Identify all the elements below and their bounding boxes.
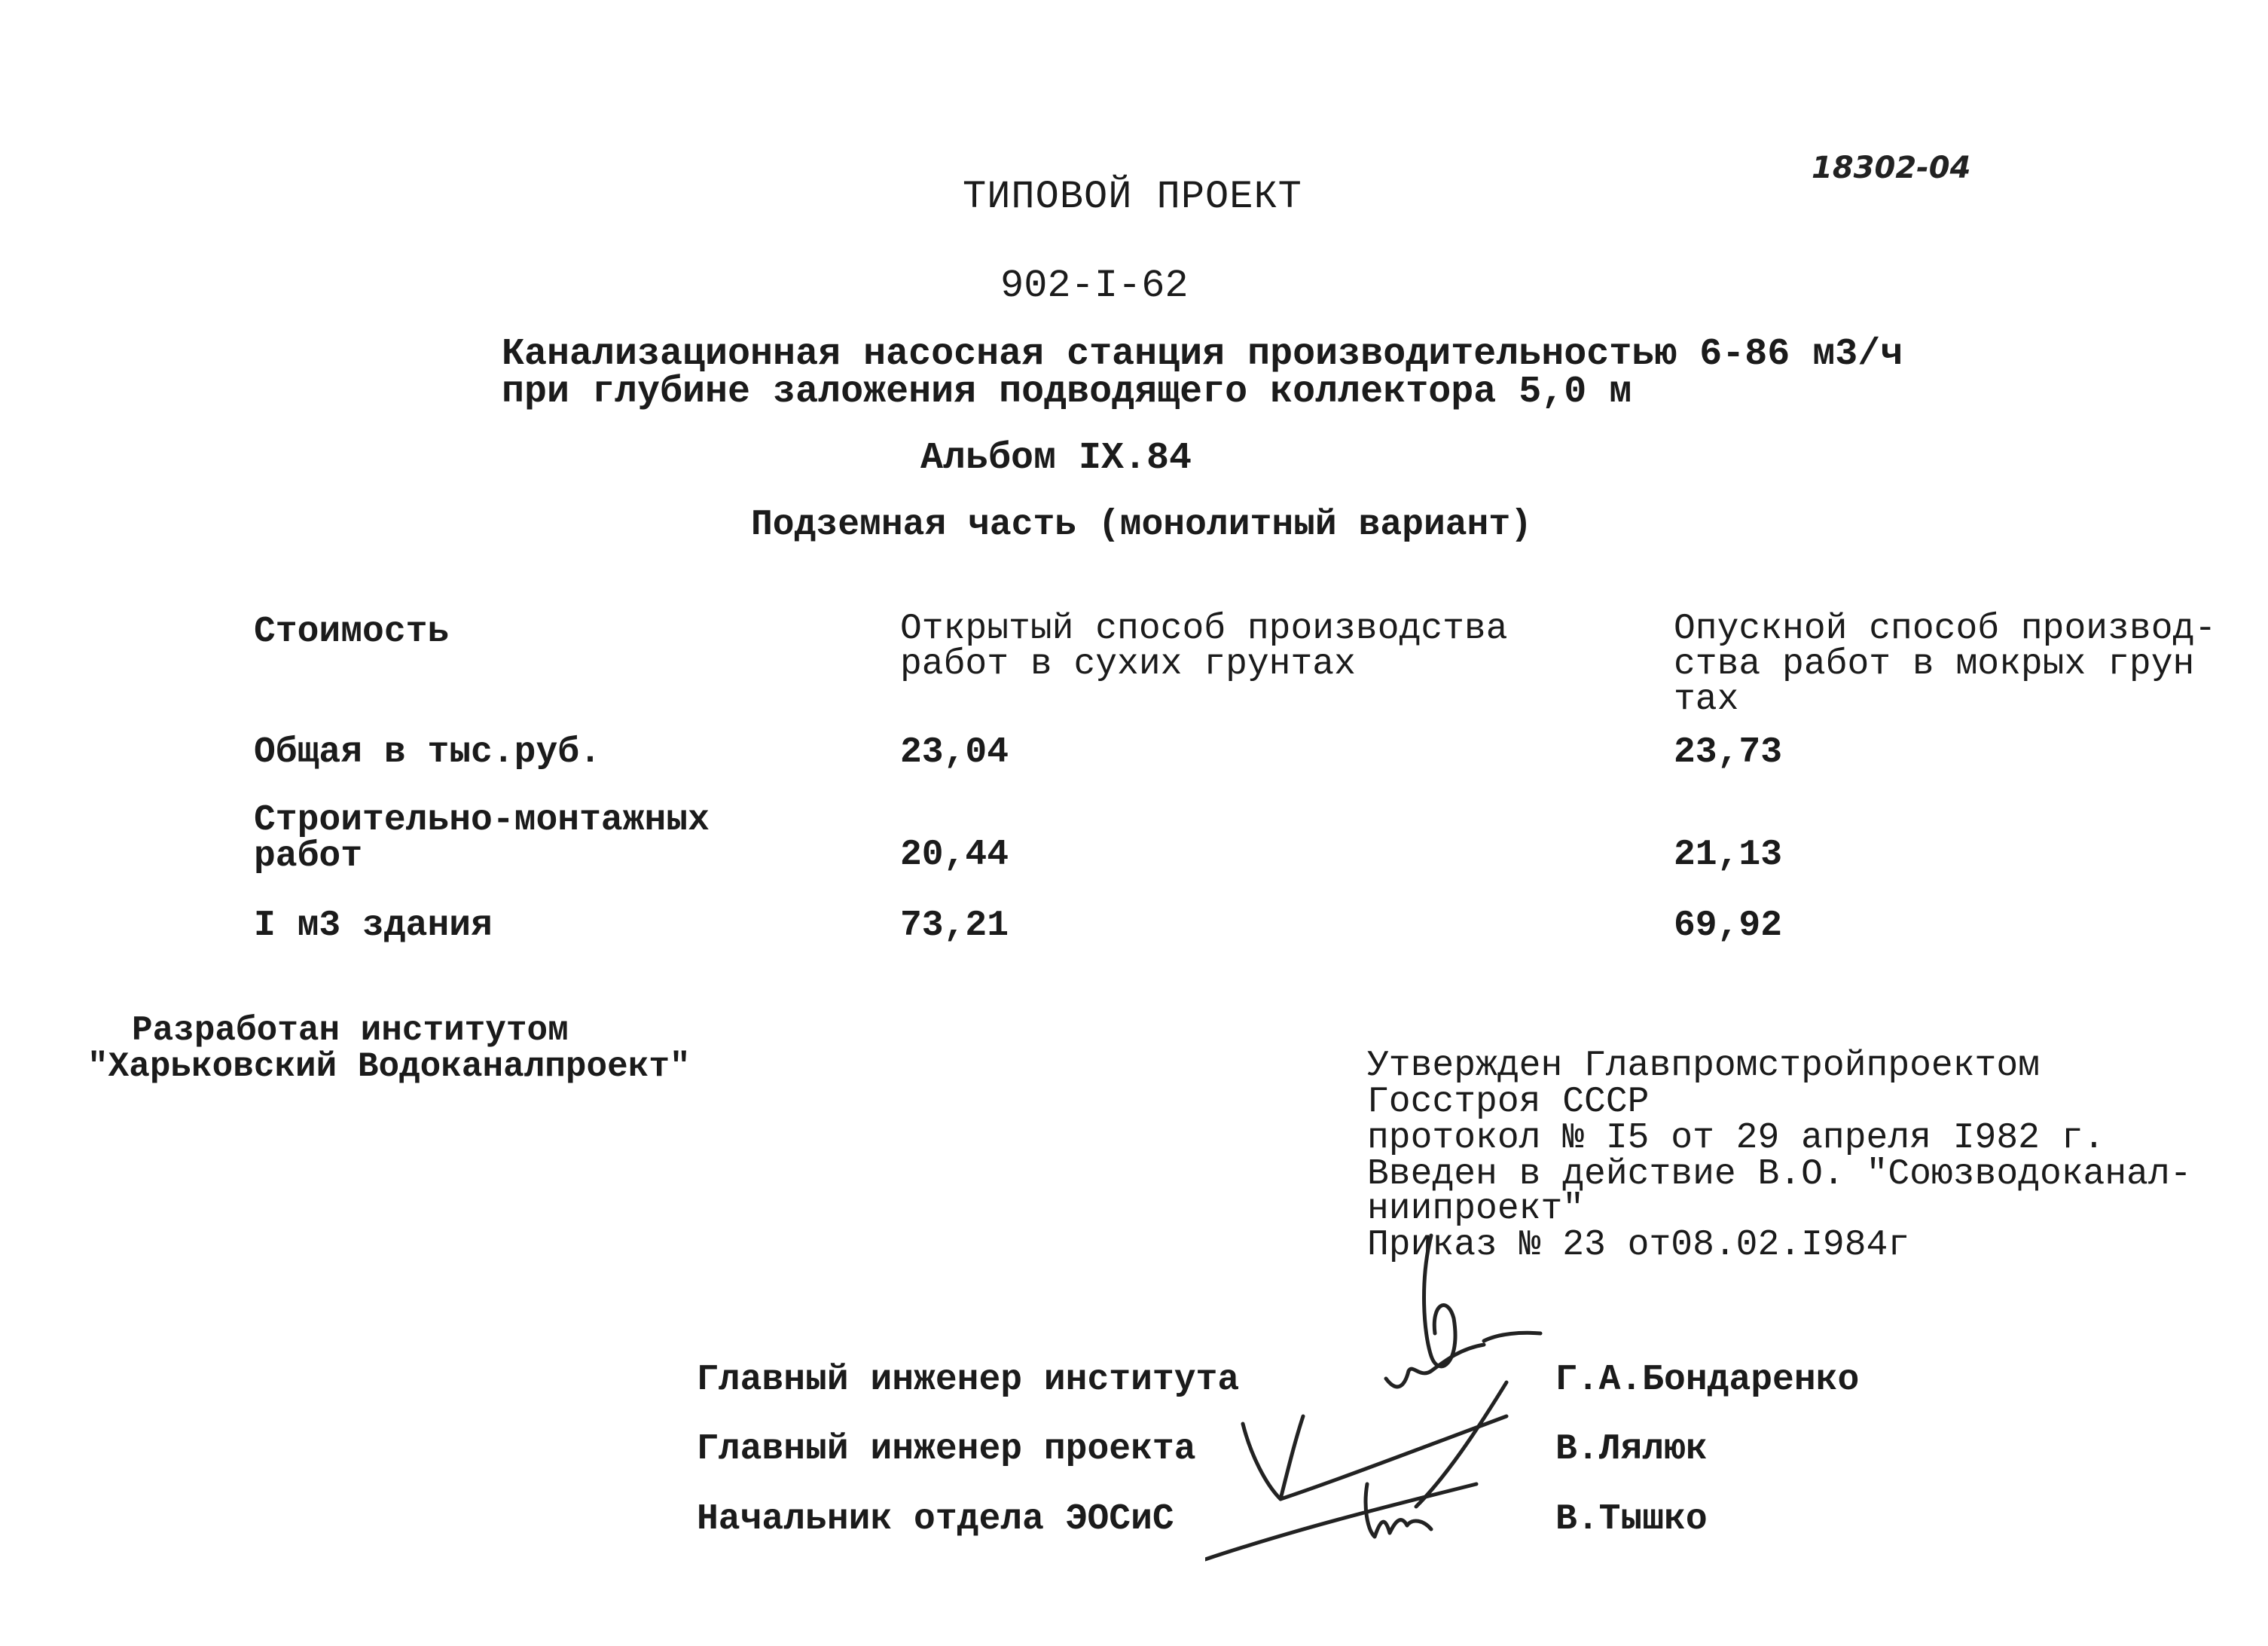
signatory-name: В.Лялюк xyxy=(1555,1429,1708,1470)
table-cell: 20,44 xyxy=(900,835,1009,875)
album-label: Альбом IX.84 xyxy=(920,437,1192,480)
archive-number: 18302-04 xyxy=(1812,151,1971,185)
project-number: 902-I-62 xyxy=(1000,264,1189,308)
document-title: ТИПОВОЙ ПРОЕКТ xyxy=(963,175,1302,219)
developer-line-1: Разработан институтом xyxy=(132,1011,569,1050)
approval-line-1: Утвержден Главпромстройпроектом xyxy=(1367,1046,2040,1086)
signatory-name: Г.А.Бондаренко xyxy=(1555,1360,1860,1400)
table-cell: 69,92 xyxy=(1674,905,1783,946)
approval-line-6: Приказ № 23 от08.02.I984г xyxy=(1367,1225,1910,1266)
table-header-open-method: Открытый способ производства работ в сухих грунтах xyxy=(900,609,1508,686)
signatory-role: Главный инженер проекта xyxy=(697,1429,1196,1470)
approval-line-4: Введен в действие В.О. "Союзводоканал- xyxy=(1367,1154,2192,1195)
signatory-name: В.Тышко xyxy=(1555,1499,1708,1540)
table-row-label: Строительно-монтажных работ xyxy=(254,800,710,877)
approval-line-3: протокол № I5 от 29 апреля I982 г. xyxy=(1367,1118,2105,1159)
table-cell: 21,13 xyxy=(1674,835,1783,875)
signature-stroke xyxy=(1424,1235,1455,1367)
table-header-caisson-method: Опускной способ производ- ства работ в мокрых грун тах xyxy=(1674,609,2217,721)
approval-line-5: ниипроект" xyxy=(1367,1189,1585,1229)
table-cell: 23,73 xyxy=(1674,732,1783,773)
table-cell: 23,04 xyxy=(900,732,1009,773)
table-header-label: Стоимость xyxy=(254,612,450,652)
table-cell: 73,21 xyxy=(900,905,1009,946)
document-subtitle: Подземная часть (монолитный вариант) xyxy=(751,505,1532,545)
signature-stroke xyxy=(1205,1484,1476,1559)
project-description-line-2: при глубине заложения подводящего коллектора 5,0 м xyxy=(502,371,1632,414)
signature-stroke xyxy=(1484,1333,1540,1341)
signatory-role: Начальник отдела ЭОСиС xyxy=(697,1499,1174,1540)
project-description-line-1: Канализационная насосная станция производительностью 6-86 м3/ч xyxy=(502,333,1903,376)
table-row-label: I м3 здания xyxy=(254,905,493,946)
handwritten-signatures xyxy=(1205,1183,1552,1574)
approval-line-2: Госстроя СССР xyxy=(1367,1082,1650,1122)
developer-line-2: "Харьковский Водоканалпроект" xyxy=(87,1047,691,1086)
table-row-label: Общая в тыс.руб. xyxy=(254,732,601,773)
signatory-role: Главный инженер института xyxy=(697,1360,1240,1400)
signature-stroke xyxy=(1243,1416,1303,1499)
